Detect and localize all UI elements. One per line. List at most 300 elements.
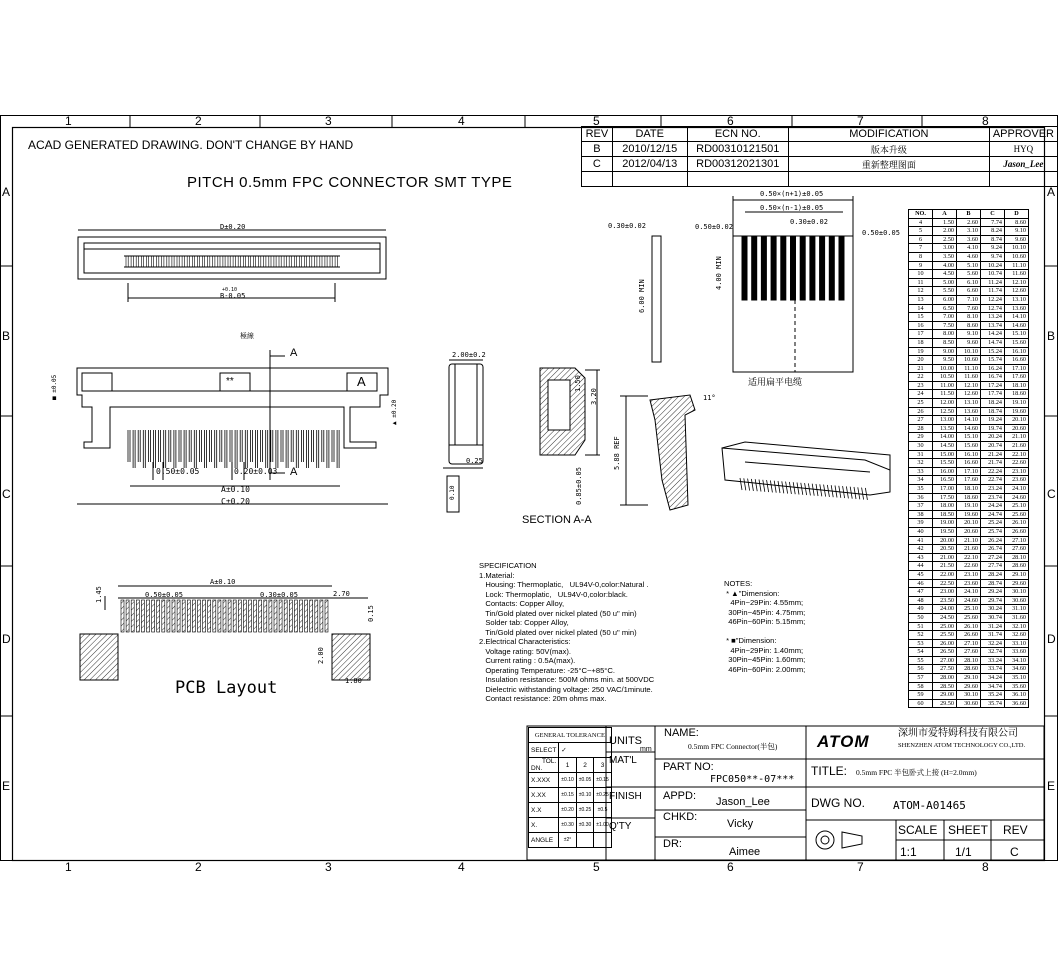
dim-cell: 8.60 xyxy=(957,321,981,330)
column-label: 8 xyxy=(982,114,989,128)
dim-cell: 33 xyxy=(909,467,933,476)
tol-cell: ±0.15 xyxy=(594,773,611,788)
dim-cell: 17.10 xyxy=(1005,364,1029,373)
dim-cell: 16.74 xyxy=(981,373,1005,382)
dim-row xyxy=(909,416,1029,425)
dim-cell: 39 xyxy=(909,519,933,528)
row-label: B xyxy=(1047,329,1056,343)
dim-cell: 26.00 xyxy=(933,639,957,648)
pcb-pad xyxy=(218,600,221,632)
iso-pin xyxy=(801,483,803,495)
dim-row xyxy=(909,631,1029,640)
dim-pitch: 0.50±0.05 xyxy=(156,467,200,476)
dr-value: Aimee xyxy=(729,846,761,858)
dim-cell: 17 xyxy=(909,330,933,339)
pcb-pad xyxy=(157,600,160,632)
dim-cell: 41 xyxy=(909,536,933,545)
dim-c: C±0.20 xyxy=(221,497,250,506)
dim-cell: 20.24 xyxy=(981,433,1005,442)
dim-cell: 31.24 xyxy=(981,622,1005,631)
pcb-015: 0.15 xyxy=(367,605,375,622)
letter-a-mark: A xyxy=(357,374,366,389)
dim-cell: 22.60 xyxy=(1005,459,1029,468)
tol-col-header: 3 xyxy=(594,758,611,773)
pcb-pad xyxy=(320,600,323,632)
sheet-value: 1/1 xyxy=(955,845,972,859)
iso-pin xyxy=(751,479,753,491)
tol-row xyxy=(529,833,612,848)
top-pin xyxy=(146,256,148,267)
pcb-pad xyxy=(126,600,129,632)
dim-cell: 2.60 xyxy=(957,218,981,227)
pcb-180: 1.80 xyxy=(345,677,362,685)
dim-cell: 23.10 xyxy=(957,570,981,579)
row-label: C xyxy=(1047,487,1056,501)
rev-header-cell: REV xyxy=(582,127,613,142)
tol-cell xyxy=(576,833,593,848)
dim-row xyxy=(909,691,1029,700)
dim-cell: 30.10 xyxy=(1005,588,1029,597)
pcb-pad xyxy=(208,600,211,632)
dim-cell: 11.60 xyxy=(957,373,981,382)
dim-row xyxy=(909,338,1029,347)
dim-cell: 19.74 xyxy=(981,424,1005,433)
dim-row xyxy=(909,407,1029,416)
dim-cell: 30.10 xyxy=(957,691,981,700)
top-pin xyxy=(254,256,256,267)
fpc-finger xyxy=(761,236,766,300)
dim-cell: 16.10 xyxy=(1005,347,1029,356)
dim-cell: 28.10 xyxy=(957,656,981,665)
rev-cell: Jason_Lee xyxy=(989,157,1057,172)
dim-cell: 12 xyxy=(909,287,933,296)
dim-cell: 6.60 xyxy=(957,287,981,296)
dim-cell: 28 xyxy=(909,424,933,433)
top-pin xyxy=(305,256,307,267)
fpc-n-1: 0.50×(n-1)±0.05 xyxy=(760,204,824,212)
dim-cell: 25.74 xyxy=(981,527,1005,536)
dim-cell: 20.00 xyxy=(933,536,957,545)
dim-cell: 15 xyxy=(909,313,933,322)
top-pin xyxy=(310,256,312,267)
dim-cell: 15.50 xyxy=(933,459,957,468)
iso-pin xyxy=(774,481,776,493)
tol-cell: ±0.10 xyxy=(576,788,593,803)
dim-cell: 59 xyxy=(909,691,933,700)
dim-cell: 22.74 xyxy=(981,476,1005,485)
dim-cell: 8.00 xyxy=(933,330,957,339)
dim-cell: 15.74 xyxy=(981,356,1005,365)
dim-cell: 26 xyxy=(909,407,933,416)
tol-cell: ±0.30 xyxy=(576,818,593,833)
top-pin xyxy=(141,256,143,267)
dim-cell: 12.00 xyxy=(933,399,957,408)
dwg-value: ATOM-A01465 xyxy=(893,799,966,812)
dim-row xyxy=(909,485,1029,494)
tol-row xyxy=(529,818,612,833)
iso-pin xyxy=(740,478,742,490)
pcb-pad xyxy=(182,600,185,632)
pcb-pad xyxy=(136,600,139,632)
iso-pin xyxy=(767,480,769,492)
dim-cell: 22.50 xyxy=(933,579,957,588)
dim-cell: 19.60 xyxy=(1005,407,1029,416)
dim-row xyxy=(909,235,1029,244)
part-value: FPC050**-07*** xyxy=(710,774,795,785)
dim-cell: 25.10 xyxy=(1005,502,1029,511)
top-pin xyxy=(330,256,332,267)
dim-row xyxy=(909,519,1029,528)
dim-cell: 11.10 xyxy=(1005,261,1029,270)
dim-row xyxy=(909,665,1029,674)
dim-row xyxy=(909,295,1029,304)
dim-row xyxy=(909,510,1029,519)
dim-cell: 9.74 xyxy=(981,252,1005,261)
iso-pin xyxy=(755,479,757,491)
dim-cell: 27.74 xyxy=(981,562,1005,571)
dim-cell: 10.10 xyxy=(957,347,981,356)
dim-cell: 10.10 xyxy=(1005,244,1029,253)
dim-row xyxy=(909,613,1029,622)
dim-cell: 22.10 xyxy=(957,553,981,562)
dim-cell: 31.10 xyxy=(1005,605,1029,614)
dim-cell: 34.60 xyxy=(1005,665,1029,674)
dim-cell: 48 xyxy=(909,596,933,605)
dim-150: 1.50 xyxy=(574,375,582,392)
dim-row xyxy=(909,227,1029,236)
dim-row xyxy=(909,252,1029,261)
dim-cell: 18.60 xyxy=(957,493,981,502)
dim-row xyxy=(909,261,1029,270)
dim-cell: 27.10 xyxy=(1005,536,1029,545)
dim-cell: 16.60 xyxy=(1005,356,1029,365)
dim-row xyxy=(909,287,1029,296)
dim-cell: 29.74 xyxy=(981,596,1005,605)
dim-cell: 18.50 xyxy=(933,510,957,519)
iso-pin xyxy=(797,483,799,495)
dr-label: DR: xyxy=(663,838,682,850)
dim-cell: 28.10 xyxy=(1005,553,1029,562)
pcb-pad xyxy=(177,600,180,632)
qty-label: Q'TY xyxy=(609,821,632,832)
dim-cell: 14 xyxy=(909,304,933,313)
top-pin xyxy=(172,256,174,267)
rev-cell: RD00310121501 xyxy=(687,142,788,157)
dim-cell: 23.50 xyxy=(933,596,957,605)
dim-row xyxy=(909,399,1029,408)
pcb-pad xyxy=(269,600,272,632)
dim-cell: 47 xyxy=(909,588,933,597)
fpc-finger xyxy=(800,236,805,300)
dim-cell: 52 xyxy=(909,631,933,640)
dim-cell: 8.50 xyxy=(933,338,957,347)
dim-cell: 5 xyxy=(909,227,933,236)
dim-cell: 13.10 xyxy=(1005,295,1029,304)
dim-row xyxy=(909,356,1029,365)
rev-label: REV xyxy=(1003,823,1028,837)
dim-cell: 6.50 xyxy=(933,304,957,313)
dim-cell: 16.24 xyxy=(981,364,1005,373)
dim-cell: 17.60 xyxy=(957,476,981,485)
fpc-finger xyxy=(742,236,747,300)
fpc-finger xyxy=(771,236,776,300)
dim-cell: 20.50 xyxy=(933,545,957,554)
top-pin xyxy=(259,256,261,267)
tol-col-header: 2 xyxy=(576,758,593,773)
dim-cell: 11.00 xyxy=(933,381,957,390)
pcb-pad xyxy=(187,600,190,632)
dim-cell: 24.24 xyxy=(981,502,1005,511)
dim-cell: 16.10 xyxy=(957,450,981,459)
pcb-label: PCB Layout xyxy=(175,678,278,698)
dim-cell: 11.74 xyxy=(981,287,1005,296)
dim-row xyxy=(909,562,1029,571)
tol-row xyxy=(529,788,612,803)
dim-row xyxy=(909,536,1029,545)
company-name-en: SHENZHEN ATOM TECHNOLOGY CO.,LTD. xyxy=(898,742,1026,749)
dim-cell: 21.10 xyxy=(1005,433,1029,442)
top-pin xyxy=(228,256,230,267)
dim-cell: 2.00 xyxy=(933,227,957,236)
dim-cell: 34 xyxy=(909,476,933,485)
revision-table xyxy=(581,126,1058,187)
appd-label: APPD: xyxy=(663,790,697,802)
dim-cell: 10.60 xyxy=(957,356,981,365)
dim-cell: 44 xyxy=(909,562,933,571)
dim-cell: 13.24 xyxy=(981,313,1005,322)
dim-cell: 34.24 xyxy=(981,674,1005,683)
dim-cell: 17.00 xyxy=(933,485,957,494)
dim-flatness: 0.10 xyxy=(449,485,456,500)
iso-pin xyxy=(793,482,795,494)
fpc-050r: 0.50±0.05 xyxy=(862,229,900,237)
dim-cell: 27.60 xyxy=(1005,545,1029,554)
iso-pin xyxy=(786,482,788,494)
top-pin xyxy=(187,256,189,267)
dim-row xyxy=(909,545,1029,554)
pcb-pad xyxy=(121,600,124,632)
top-pin xyxy=(126,256,128,267)
dim-cell: 20.74 xyxy=(981,442,1005,451)
dim-cell: 28.60 xyxy=(957,665,981,674)
dim-row xyxy=(909,330,1029,339)
top-pin xyxy=(274,256,276,267)
dim-row xyxy=(909,648,1029,657)
pcb-pad xyxy=(131,600,134,632)
top-pin xyxy=(289,256,291,267)
dim-cell: 13.74 xyxy=(981,321,1005,330)
matl-label: MAT'L xyxy=(609,755,637,766)
tolerance-title: GENERAL TOLERANCE xyxy=(529,728,612,743)
pcb-pad xyxy=(223,600,226,632)
dim-cell: 9.00 xyxy=(933,347,957,356)
dim-cell: 11 xyxy=(909,278,933,287)
dim-cell: 35 xyxy=(909,485,933,494)
ref-588: 5.88 REF xyxy=(613,436,621,470)
dim-cell: 24.00 xyxy=(933,605,957,614)
notes-text: NOTES: * ▲"Dimension: 4Pin~29Pin: 4.55mm; 30Pin~45Pin: 4.75mm; 46Pin~60Pin: 5.15mm; * ■"Dimension: 4Pin~29Pin: 1.40mm; 30Pin~45Pin: 1.60mm; 46Pin~60Pin: 2.00mm; xyxy=(724,579,806,674)
dim-cell: 32.74 xyxy=(981,648,1005,657)
dim-row xyxy=(909,674,1029,683)
dim-row xyxy=(909,442,1029,451)
iso-pin xyxy=(865,488,867,500)
column-label: 3 xyxy=(325,860,332,874)
dim-row xyxy=(909,304,1029,313)
tol-col-header: 1 xyxy=(559,758,576,773)
dim-cell: 9.10 xyxy=(957,330,981,339)
dim-cell: 25.00 xyxy=(933,622,957,631)
tol-cell: ±0.25 xyxy=(594,788,611,803)
dim-cell: 27 xyxy=(909,416,933,425)
iso-pin xyxy=(808,483,810,495)
rev-empty-cell xyxy=(582,172,613,187)
dim-row xyxy=(909,270,1029,279)
tol-cell: ±2° xyxy=(559,833,576,848)
dim-cell: 21.60 xyxy=(1005,442,1029,451)
iso-pin xyxy=(812,484,814,496)
dim-cell: 50 xyxy=(909,613,933,622)
row-label: D xyxy=(1047,632,1056,646)
dim-cell: 15.24 xyxy=(981,347,1005,356)
rev-cell: C xyxy=(582,157,613,172)
dim-cell: 37 xyxy=(909,502,933,511)
dim-row xyxy=(909,622,1029,631)
dim-row xyxy=(909,493,1029,502)
column-label: 3 xyxy=(325,114,332,128)
top-pin xyxy=(192,256,194,267)
column-label: 1 xyxy=(65,860,72,874)
fpc-finger xyxy=(829,236,834,300)
rev-cell: RD00312021301 xyxy=(687,157,788,172)
dim-cell: 33.24 xyxy=(981,656,1005,665)
dim-row xyxy=(909,244,1029,253)
dim-cell: 10.74 xyxy=(981,270,1005,279)
pcb-pad xyxy=(152,600,155,632)
pcb-pad xyxy=(192,600,195,632)
tol-cell: X.X xyxy=(529,803,559,818)
dim-cell: 21.10 xyxy=(957,536,981,545)
dim-cell: 19.60 xyxy=(957,510,981,519)
dim-cell: 23.00 xyxy=(933,588,957,597)
dim-cell: 35.60 xyxy=(1005,682,1029,691)
dim-cell: 5.50 xyxy=(933,287,957,296)
dim-cell: 24.74 xyxy=(981,510,1005,519)
column-label: 1 xyxy=(65,114,72,128)
fpc-finger xyxy=(839,236,844,300)
dim-cell: 29.24 xyxy=(981,588,1005,597)
dim-cell: 19 xyxy=(909,347,933,356)
dim-cell: 22.10 xyxy=(1005,450,1029,459)
dim-cell: 12.50 xyxy=(933,407,957,416)
rev-empty-cell xyxy=(788,172,989,187)
header-note: ACAD GENERATED DRAWING. DON'T CHANGE BY HAND xyxy=(28,138,354,152)
top-pin xyxy=(203,256,205,267)
dim-cell: 8.24 xyxy=(981,227,1005,236)
dim-cell: 31 xyxy=(909,450,933,459)
pcb-dim-a: A±0.10 xyxy=(210,578,236,586)
dim-cell: 43 xyxy=(909,553,933,562)
pcb-width: 0.30±0.05 xyxy=(260,591,298,599)
units-label: UNITS xyxy=(609,735,642,747)
rev-empty-cell xyxy=(612,172,687,187)
dim-cell: 33.10 xyxy=(1005,639,1029,648)
dim-cell: 51 xyxy=(909,622,933,631)
dim-cell: 4.50 xyxy=(933,270,957,279)
dim-cell: 19.50 xyxy=(933,527,957,536)
dim-cell: 14.10 xyxy=(957,416,981,425)
section-label: SECTION A-A xyxy=(522,514,592,526)
dim-cell: 15.10 xyxy=(1005,330,1029,339)
dim-cell: 19.10 xyxy=(1005,399,1029,408)
dim-cell: 27.00 xyxy=(933,656,957,665)
dim-cell: 10.24 xyxy=(981,261,1005,270)
top-pin xyxy=(279,256,281,267)
dim-cell: 12.60 xyxy=(1005,287,1029,296)
dim-cell: 21.60 xyxy=(957,545,981,554)
pcb-pad xyxy=(300,600,303,632)
dim-cell: 19.00 xyxy=(933,519,957,528)
iso-pin xyxy=(763,480,765,492)
rev-header-cell: APPROVER xyxy=(989,127,1057,142)
dim-cell: 4 xyxy=(909,218,933,227)
dim-row xyxy=(909,321,1029,330)
dim-085: 0.85±0.05 xyxy=(575,467,583,505)
pcb-pad xyxy=(172,600,175,632)
dim-cell: 33.74 xyxy=(981,665,1005,674)
pcb-pad xyxy=(289,600,292,632)
dim-cell: 32.10 xyxy=(1005,622,1029,631)
tol-tol-label: TOL. xyxy=(541,758,557,765)
dim-cell: 25.60 xyxy=(957,613,981,622)
dim-cell: 34.10 xyxy=(1005,656,1029,665)
dim-row xyxy=(909,373,1029,382)
dim-header-cell: A xyxy=(933,210,957,219)
dim-cell: 9.10 xyxy=(1005,227,1029,236)
appd-value: Jason_Lee xyxy=(716,796,770,808)
dim-cell: 30.60 xyxy=(1005,596,1029,605)
row-label: A xyxy=(1047,185,1056,199)
dim-cell: 17.74 xyxy=(981,390,1005,399)
chkd-label: CHKD: xyxy=(663,811,698,823)
dim-cell: 35.24 xyxy=(981,691,1005,700)
dim-header-cell: B xyxy=(957,210,981,219)
dim-cell: 30.74 xyxy=(981,613,1005,622)
fpc-finger xyxy=(781,236,786,300)
dim-row xyxy=(909,381,1029,390)
top-pin xyxy=(233,256,235,267)
tol-dn-label: DN. xyxy=(531,765,543,772)
dim-cell: 18.10 xyxy=(1005,381,1029,390)
dim-cell: 24.60 xyxy=(957,596,981,605)
dim-cell: 23.60 xyxy=(957,579,981,588)
iso-view xyxy=(722,442,890,500)
dim-cell: 35.10 xyxy=(1005,674,1029,683)
dim-cell: 15.10 xyxy=(957,433,981,442)
dim-cell: 28.24 xyxy=(981,570,1005,579)
dim-cell: 3.10 xyxy=(957,227,981,236)
name-value: 0.5mm FPC Connector(半包) xyxy=(688,742,778,751)
column-label: 6 xyxy=(727,860,734,874)
dim-cell: 24.10 xyxy=(957,588,981,597)
dim-cell: 14.50 xyxy=(933,442,957,451)
top-pin xyxy=(213,256,215,267)
dim-cell: 35.74 xyxy=(981,699,1005,708)
top-pin xyxy=(152,256,154,267)
dim-cell: 12.60 xyxy=(957,390,981,399)
dim-cell: 27.50 xyxy=(933,665,957,674)
dim-row xyxy=(909,347,1029,356)
top-pin xyxy=(167,256,169,267)
